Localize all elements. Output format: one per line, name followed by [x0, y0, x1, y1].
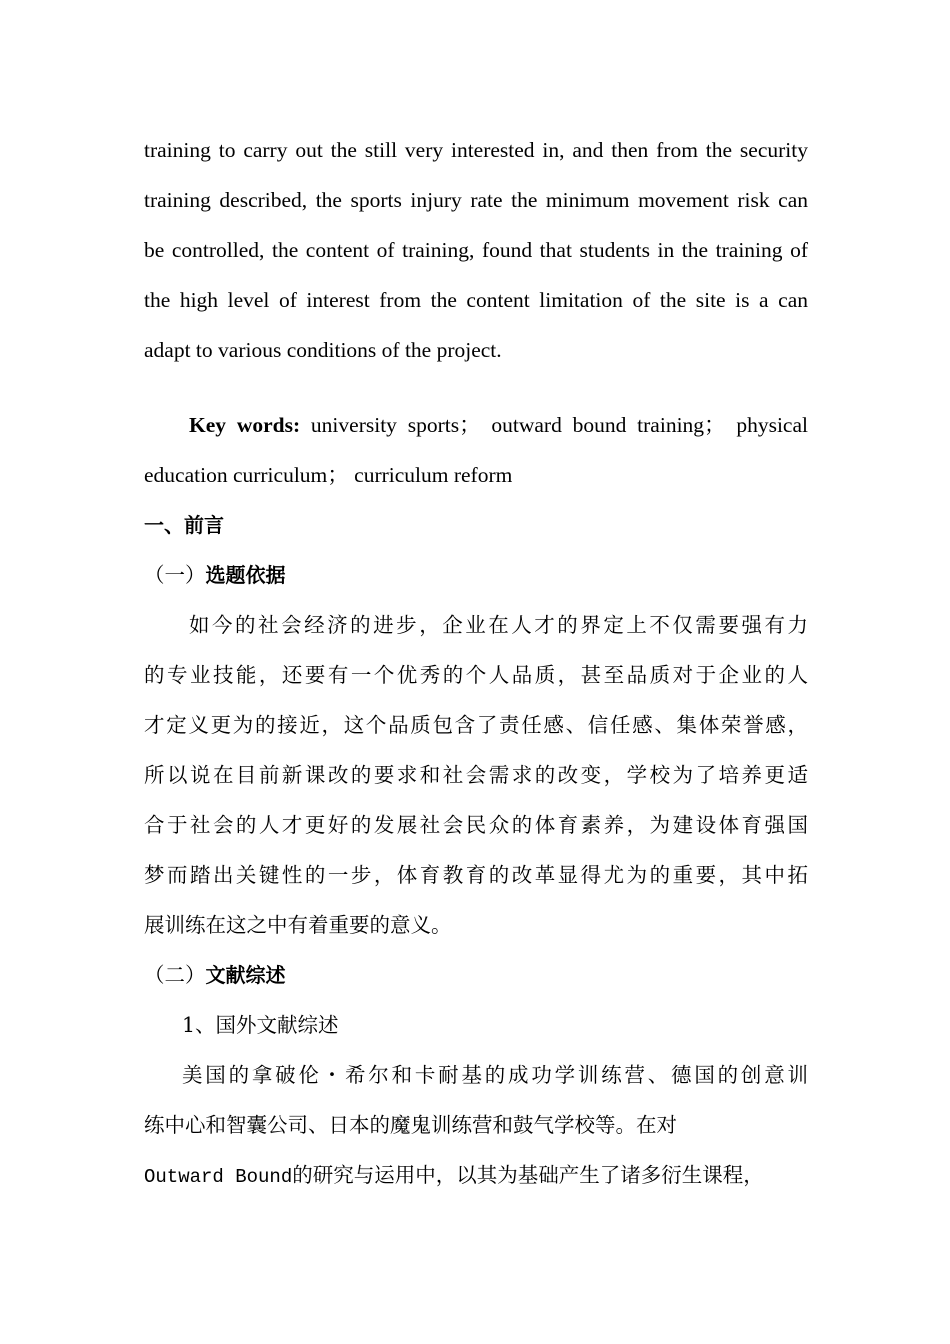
paragraph-line-2: 练中心和智囊公司、日本的魔鬼训练营和鼓气学校等。在对 — [144, 1113, 677, 1137]
list-item-foreign-literature: 1、国外文献综述 — [182, 1013, 339, 1037]
subsection-title: 文献综述 — [205, 963, 286, 987]
section-heading-preface: 一、前言 — [144, 513, 224, 537]
paragraph-line-6: 梦而踏出关键性的一步，体育教育的改革显得尤为的重要，其中拓 — [144, 863, 808, 887]
paragraph-line-3: 才定义更为的接近，这个品质包含了责任感、信任感、集体荣誉感， — [144, 713, 808, 737]
paragraph-line-1: 如今的社会经济的进步，企业在人才的界定上不仅需要强有力 — [189, 613, 808, 637]
paragraph-line-3 — [144, 1150, 764, 1200]
outward-bound-term: Outward Bound — [144, 1166, 293, 1188]
keywords-line-1 — [144, 400, 808, 450]
paragraph-line-4: 所以说在目前新课改的要求和社会需求的改变，学校为了培养更适 — [144, 763, 808, 787]
subsection-number: （一） — [144, 563, 206, 587]
paragraph-line-1: 美国的拿破伦・希尔和卡耐基的成功学训练营、德国的创意训 — [182, 1063, 808, 1087]
paragraph-line-5: 合于社会的人才更好的发展社会民众的体育素养，为建设体育强国 — [144, 813, 808, 837]
keywords-label: Key words: — [189, 413, 301, 437]
abstract-line-5: adapt to various conditions of the project. — [144, 338, 502, 362]
abstract-line-4: the high level of interest from the content limitation of the site is a can — [144, 288, 808, 312]
abstract-line-3: be controlled, the content of training, found that students in the training of — [144, 238, 808, 262]
subsection-heading-topic-basis — [144, 550, 286, 600]
subsection-heading-literature-review — [144, 950, 286, 1000]
paragraph-line-2: 的专业技能，还要有一个优秀的个人品质，甚至品质对于企业的人 — [144, 663, 808, 687]
keywords-line-2: education curriculum； curriculum reform — [144, 463, 513, 487]
keywords-list-part-1: university sports； outward bound training； physical — [300, 413, 808, 437]
subsection-title: 选题依据 — [205, 563, 286, 587]
subsection-number: （二） — [144, 963, 206, 987]
abstract-line-2: training described, the sports injury rate the minimum movement risk can — [144, 188, 808, 212]
paragraph-line-7: 展训练在这之中有着重要的意义。 — [144, 913, 452, 937]
paragraph-line-3-rest: 的研究与运用中，以其为基础产生了诸多衍生课程， — [292, 1163, 764, 1187]
abstract-line-1: training to carry out the still very interested in, and then from the security — [144, 138, 808, 162]
